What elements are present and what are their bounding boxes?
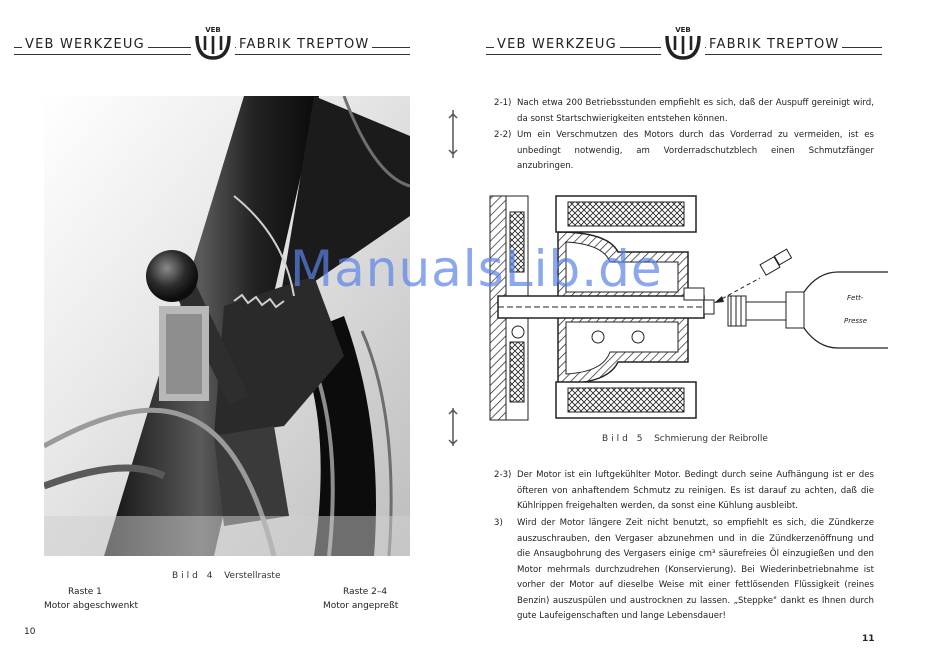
manualslib-watermark: ManualsLib.de — [290, 240, 663, 298]
left-logo — [191, 24, 235, 64]
motor-angepresst-label: Motor angepreßt — [323, 601, 399, 611]
left-logo-veb: VEB — [205, 26, 221, 34]
paragraph-2-2 — [494, 128, 874, 171]
paragraph-2-3-number: 2-3) — [494, 470, 512, 480]
verstellraste-photo — [44, 96, 410, 556]
paragraph-3-number: 3) — [494, 518, 503, 528]
bild5-caption-prefix: Bild 5 — [602, 434, 646, 444]
diagram-label-fett: Fett- — [847, 294, 864, 302]
bild4-caption-prefix: Bild 4 — [172, 571, 216, 581]
bild4-caption-title: Verstellraste — [224, 571, 281, 581]
right-header-text-left: VEB WERKZEUG — [494, 37, 620, 52]
right-logo — [661, 24, 705, 64]
paragraph-3 — [494, 516, 874, 626]
bild4-caption — [172, 571, 281, 581]
reibrolle-lubrication-diagram — [488, 192, 888, 424]
paragraph-2-1-number: 2-1) — [494, 98, 512, 108]
bild5-caption — [602, 434, 768, 444]
left-header-text-right: FABRIK TREPTOW — [236, 37, 372, 52]
raste1-label: Raste 1 — [68, 587, 102, 597]
paragraph-2-3-text: Der Motor ist ein luftgekühlter Motor. Bedingt durch seine Aufhängung ist er des öfteren von anhaftendem Schmutz zu reinigen. Es ist darauf zu achten, daß die Kühlrippen freigehalten werden, da sonst eine Kühlung ausbleibt. — [517, 470, 874, 511]
right-logo-veb: VEB — [675, 26, 691, 34]
paragraph-2-1-text: Nach etwa 200 Betriebsstunden empfiehlt es sich, daß der Auspuff gereinigt wird, da sonst Startschwierigkeiten entstehen können. — [517, 98, 874, 124]
paragraph-2-2-number: 2-2) — [494, 130, 512, 140]
paragraph-2-2-text: Um ein Verschmutzen des Motors durch das Vorderrad zu vermeiden, ist es unbedingt notwendig, am Vorderradschutzblech einen Schmutzfänger anzubringen. — [517, 130, 874, 171]
left-header-text-left: VEB WERKZEUG — [22, 37, 148, 52]
raste2-4-label: Raste 2–4 — [343, 587, 388, 597]
diagram-label-presse: Presse — [844, 317, 868, 325]
page-number-left: 10 — [24, 627, 36, 637]
bild5-caption-title: Schmierung der Reibrolle — [654, 434, 768, 444]
right-header-text-right: FABRIK TREPTOW — [706, 37, 842, 52]
motor-abgeschwenkt-label: Motor abgeschwenkt — [44, 601, 139, 611]
page-number-right: 11 — [862, 634, 875, 644]
paragraph-3-text: Wird der Motor längere Zeit nicht benutzt, so empfiehlt es sich, die Zündkerze auszuschrauben, den Vergaser abzunehmen und in die Zündkerzenöffnung und die Ansaugbohrung des Vergasers einige cm³ säurefreies Öl einzugießen und den Motor mehrmals durchzudrehen (Konservierung). Bei Wiederinbetriebnahme ist vorher der Motor auf dieselbe Weise mit einer fettlösenden Flüssigkeit (reines Benzin) auszuspülen und austrocknen zu lassen. „Steppke" dankt es Ihnen durch gute Laufeigenschaften und lange Lebensdauer! — [517, 518, 874, 621]
paragraph-2-3 — [494, 468, 874, 516]
paragraph-2-1 — [494, 96, 874, 128]
